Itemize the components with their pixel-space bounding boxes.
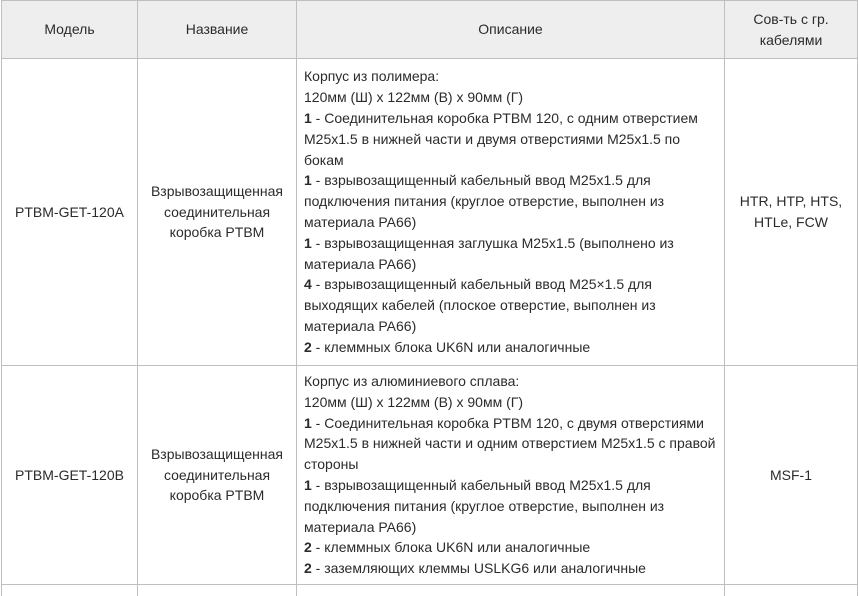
description-line: 2 - заземляющих клеммы USLKG6 или аналогичные bbox=[304, 560, 646, 577]
cell-model: PTBM-GET-120A bbox=[2, 59, 138, 366]
cell-model: PTBM-GET-120B bbox=[2, 366, 138, 585]
description-line: 1 - Соединительная коробка PTBM 120, с двумя отверстиями M25x1.5 в нижней части и одним отверстием M25x1.5 с правой стороны bbox=[304, 414, 716, 473]
cell-description bbox=[297, 366, 725, 585]
quantity: 1 bbox=[304, 110, 312, 127]
description-line: 1 - Соединительная коробка PTBM 120, с одним отверстием M25x1.5 в нижней части и двумя отверстиями M25x1.5 по бокам bbox=[304, 110, 698, 168]
cell-name bbox=[138, 585, 297, 596]
cell-compatibility bbox=[725, 585, 858, 596]
cell-name: Взрывозащищенная соединительная коробка PTBM bbox=[138, 366, 297, 585]
cell-description bbox=[297, 585, 725, 596]
description-line: 1 - взрывозащищенный кабельный ввод M25x1.5 для подключения питания (круглое отверстие, выполнен из материала PA66) bbox=[304, 477, 665, 535]
description-line: 1 - взрывозащищенная заглушка M25x1.5 (выполнено из материала PA66) bbox=[304, 234, 674, 272]
description-line: 2 - клеммных блока UK6N или аналогичные bbox=[304, 338, 591, 355]
description-line: Корпус из алюминиевого сплава: bbox=[304, 373, 520, 390]
description-line: 120мм (Ш) x 122мм (В) x 90мм (Г) bbox=[304, 393, 523, 410]
product-table bbox=[1, 0, 858, 596]
description-line: 4 - взрывозащищенный кабельный ввод M25×1.5 для выходящих кабелей (плоское отверстие, выполнен из материала PA66) bbox=[304, 276, 656, 334]
cell-name: Взрывозащищенная соединительная коробка PTBM bbox=[138, 59, 297, 366]
quantity: 2 bbox=[304, 539, 312, 556]
cell-compatibility: MSF-1 bbox=[725, 366, 858, 585]
quantity: 2 bbox=[304, 338, 312, 355]
header-name: Название bbox=[138, 1, 297, 59]
quantity: 1 bbox=[304, 414, 312, 431]
header-description: Описание bbox=[297, 1, 725, 59]
description-line: 1 - взрывозащищенный кабельный ввод M25x1.5 для подключения питания (круглое отверстие, выполнен из материала PA66) bbox=[304, 172, 665, 230]
quantity: 1 bbox=[304, 477, 312, 493]
cell-model bbox=[2, 585, 138, 596]
cell-description bbox=[297, 59, 725, 366]
description-line: 2 - клеммных блока UK6N или аналогичные bbox=[304, 539, 591, 556]
table-row bbox=[2, 585, 858, 596]
header-model: Модель bbox=[2, 1, 138, 59]
table-row bbox=[2, 59, 858, 366]
description-line: Корпус из полимера: bbox=[304, 68, 440, 85]
quantity: 1 bbox=[304, 172, 312, 189]
cell-compatibility: HTR, HTP, HTS, HTLe, FCW bbox=[725, 59, 858, 366]
quantity: 1 bbox=[304, 234, 312, 251]
quantity: 4 bbox=[304, 276, 312, 293]
table-row bbox=[2, 366, 858, 585]
header-compatibility: Сов-ть с гр. кабелями bbox=[725, 1, 858, 59]
description-line: 120мм (Ш) x 122мм (В) x 90мм (Г) bbox=[304, 89, 523, 106]
quantity: 2 bbox=[304, 560, 312, 577]
table-header-row bbox=[2, 1, 858, 59]
